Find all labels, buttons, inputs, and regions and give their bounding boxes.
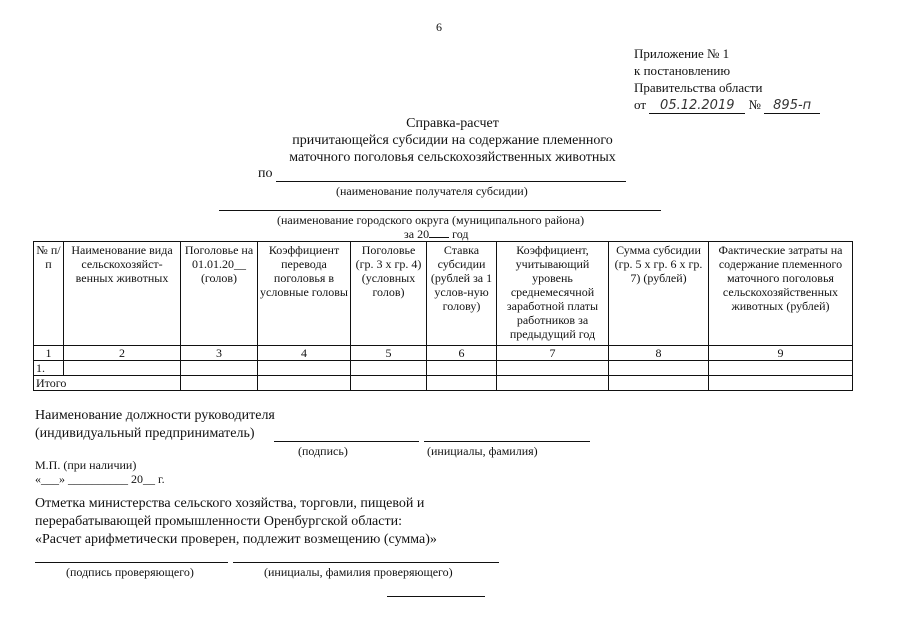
ministry-note-line-2: перерабатывающей промышленности Оренбургской области:	[35, 514, 402, 529]
document-subtitle-2: маточного поголовья сельскохозяйственных животных	[289, 150, 616, 165]
year-prefix: за 20	[404, 227, 430, 241]
column-number-row	[34, 346, 853, 361]
date-prefix: от	[634, 97, 647, 112]
appendix-date-line	[634, 96, 820, 114]
decree-date: 05.12.2019	[649, 99, 745, 114]
col-header-3: Поголовье на 01.01.20__ (голов)	[181, 242, 258, 346]
closing-divider	[387, 596, 485, 597]
checker-signature-caption: (подпись проверяющего)	[66, 565, 194, 579]
checker-name-caption: (инициалы, фамилия проверяющего)	[264, 565, 453, 579]
col-header-4: Коэффициент перевода поголовья в условные головы	[258, 242, 351, 346]
table-cell	[709, 361, 853, 376]
signature-caption: (подпись)	[298, 444, 348, 458]
col-number: 7	[497, 346, 609, 361]
col-number: 9	[709, 346, 853, 361]
recipient-caption: (наименование получателя субсидии)	[336, 184, 528, 198]
table-cell	[64, 361, 181, 376]
col-number: 5	[351, 346, 427, 361]
col-number: 2	[64, 346, 181, 361]
appendix-block	[634, 45, 820, 114]
district-line	[219, 210, 661, 211]
date-line: «___» __________ 20__ г.	[35, 472, 165, 486]
number-prefix: №	[748, 97, 761, 112]
checker-name-line	[233, 562, 499, 563]
table-cell	[427, 376, 497, 391]
total-row	[34, 376, 853, 391]
signature-line	[274, 441, 419, 442]
table-cell	[609, 361, 709, 376]
ministry-note-line-3: «Расчет арифметически проверен, подлежит возмещению (сумма)»	[35, 532, 437, 547]
table-cell	[181, 361, 258, 376]
table-cell	[351, 361, 427, 376]
table-row	[34, 361, 853, 376]
year-blank	[429, 237, 449, 238]
appendix-line-3: Правительства области	[634, 80, 763, 95]
table-cell	[258, 361, 351, 376]
col-header-6: Ставка субсидии (рублей за 1 услов-ную голову)	[427, 242, 497, 346]
col-number: 4	[258, 346, 351, 361]
entrepreneur-label: (индивидуальный предприниматель)	[35, 426, 255, 441]
name-caption: (инициалы, фамилия)	[427, 444, 538, 458]
appendix-line-2: к постановлению	[634, 63, 731, 78]
col-header-5: Поголовье (гр. 3 х гр. 4) (условных голов)	[351, 242, 427, 346]
checker-signature-line	[35, 562, 228, 563]
appendix-line-1: Приложение № 1	[634, 46, 730, 61]
subsidy-table	[33, 241, 853, 391]
col-header-1: № п/п	[34, 242, 64, 346]
col-header-7: Коэффициент, учитывающий уровень среднемесячной заработной платы работников за предыдущий год	[497, 242, 609, 346]
head-position-label: Наименование должности руководителя	[35, 408, 275, 423]
table-cell	[258, 376, 351, 391]
recipient-prefix: по	[258, 166, 273, 181]
table-cell	[427, 361, 497, 376]
recipient-line	[276, 181, 626, 182]
decree-number: 895-п	[764, 99, 820, 114]
district-caption: (наименование городского округа (муниципального района)	[277, 213, 585, 227]
table-cell	[609, 376, 709, 391]
table-cell	[709, 376, 853, 391]
col-header-2: Наименование вида сельскохозяйст-венных животных	[64, 242, 181, 346]
total-label: Итого	[34, 376, 181, 391]
seal-label: М.П. (при наличии)	[35, 458, 137, 472]
col-header-8: Сумма субсидии (гр. 5 х гр. 6 х гр. 7) (рублей)	[609, 242, 709, 346]
row-index: 1.	[34, 361, 64, 376]
table-cell	[351, 376, 427, 391]
document-title: Справка-расчет	[406, 116, 499, 131]
col-number: 6	[427, 346, 497, 361]
col-number: 8	[609, 346, 709, 361]
col-header-9: Фактические затраты на содержание племенного маточного поголовья сельскохозяйственных животных (рублей)	[709, 242, 853, 346]
page-number: 6	[436, 20, 442, 34]
year-suffix: год	[452, 227, 469, 241]
table-cell	[497, 376, 609, 391]
name-line	[424, 441, 590, 442]
ministry-note-line-1: Отметка министерства сельского хозяйства, торговли, пищевой и	[35, 496, 425, 511]
table-cell	[497, 361, 609, 376]
col-number: 1	[34, 346, 64, 361]
period-line	[404, 227, 468, 242]
col-number: 3	[181, 346, 258, 361]
document-subtitle-1: причитающейся субсидии на содержание племенного	[292, 133, 613, 148]
table-cell	[181, 376, 258, 391]
table-header-row	[34, 242, 853, 346]
